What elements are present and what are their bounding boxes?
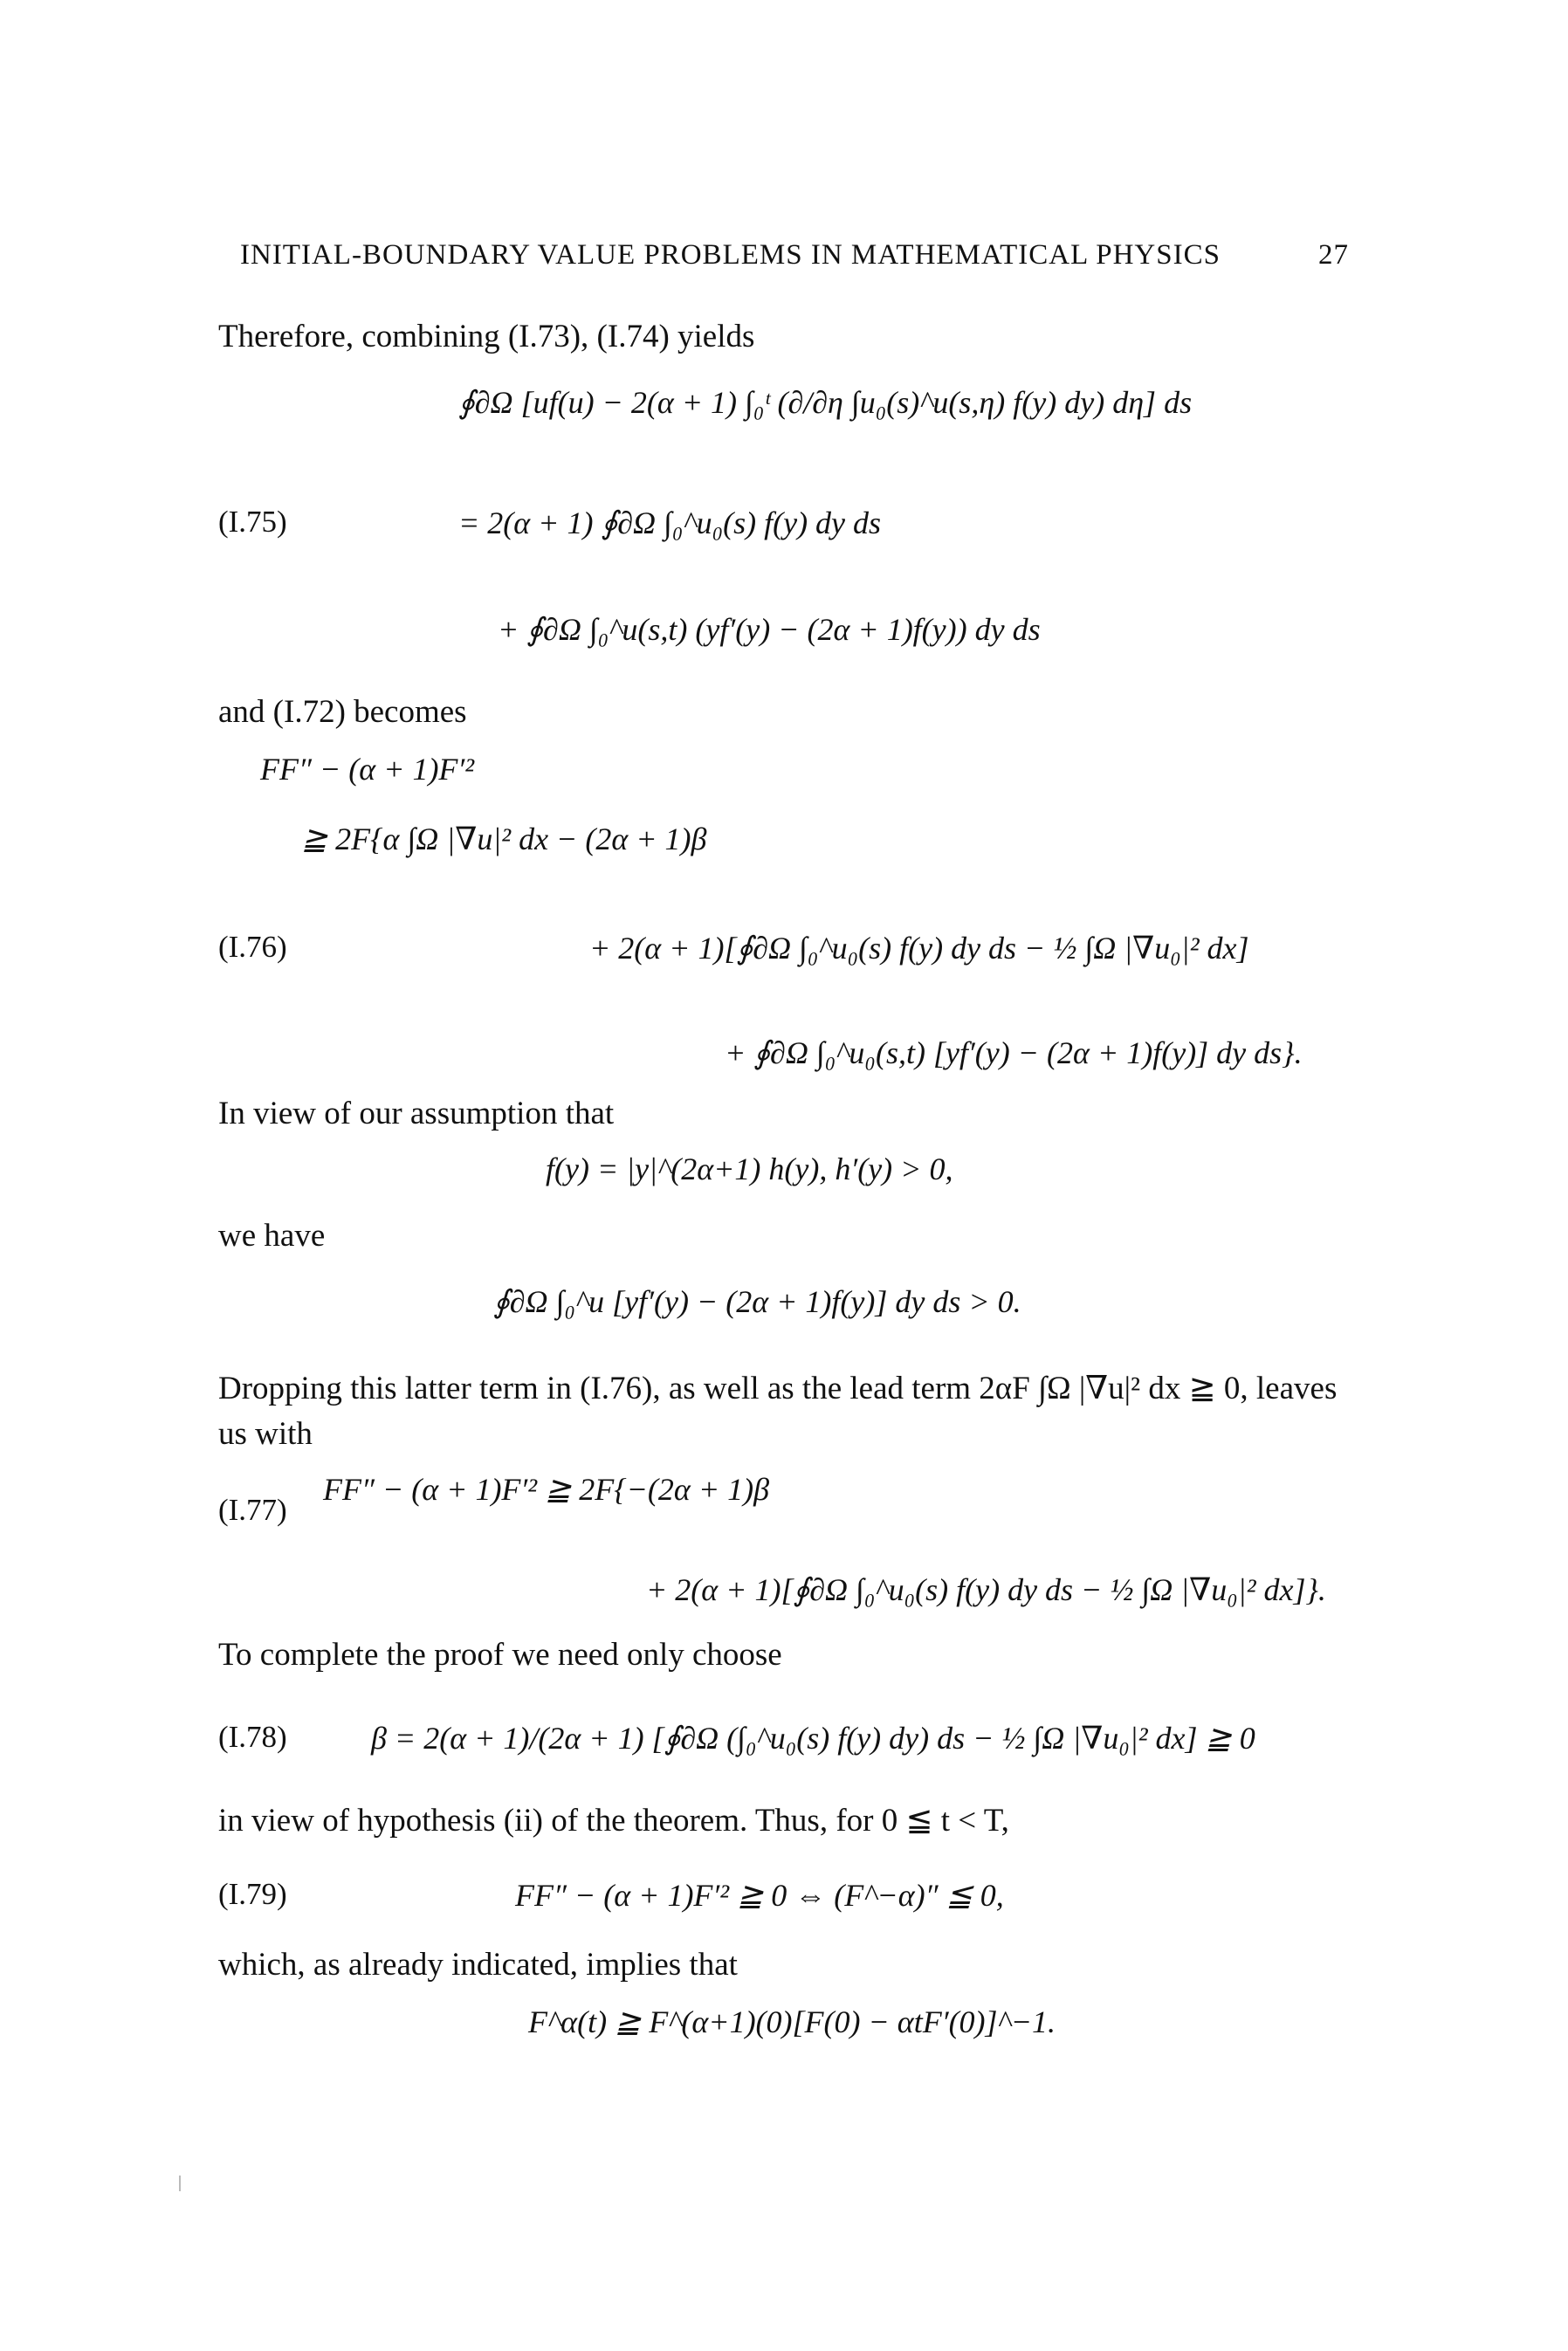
paragraph-6: To complete the proof we need only choose [218, 1637, 782, 1673]
equation-text: = 2(α + 1) ∮∂Ω ∫₀^u₀(s) f(y) dy ds [458, 505, 882, 540]
scan-artifact [179, 2176, 181, 2191]
equation-text: FF″ − (α + 1)F′² ≧ 0 ⇔ (F^−α)″ ≦ 0, [515, 1878, 1004, 1913]
equation-1-79 [515, 1877, 1004, 1914]
paragraph-1: Therefore, combining (I.73), (I.74) yields [218, 319, 755, 354]
header-title: INITIAL-BOUNDARY VALUE PROBLEMS IN MATHEMATICAL PHYSICS [240, 239, 1221, 271]
equation-text: + ∮∂Ω ∫₀^u(s,t) (yf′(y) − (2α + 1)f(y)) dy ds [498, 612, 1041, 647]
equation-1-75-line-2 [458, 505, 881, 541]
equation-label-1-77: (I.77) [218, 1493, 287, 1527]
equation-text: β = 2(α + 1)/(2α + 1) [∮∂Ω (∫₀^u₀(s) f(y) dy) ds − ½ ∫Ω |∇u₀|² dx] ≧ 0 [371, 1721, 1255, 1756]
equation-text: ≧ 2F{α ∫Ω |∇u|² dx − (2α + 1)β [301, 821, 707, 856]
equation-text: ∮∂Ω ∫₀^u [yf′(y) − (2α + 1)f(y)] dy ds > 0. [493, 1284, 1021, 1319]
page-number: 27 [1318, 239, 1349, 271]
equation-text: f(y) = |y|^(2α+1) h(y), h′(y) > 0, [546, 1151, 953, 1186]
equation-1-76-line-2 [301, 821, 706, 857]
equation-1-76-line-4 [725, 1035, 1303, 1071]
equation-text: ∮∂Ω [uf(u) − 2(α + 1) ∫₀ᵗ (∂/∂η ∫u₀(s)^u(s,η) f(y) dy) dη] ds [458, 385, 1193, 420]
equation-label-1-78: (I.78) [218, 1720, 287, 1754]
inequality-equation [493, 1283, 1021, 1320]
equation-label-1-76: (I.76) [218, 930, 287, 964]
paragraph-8: which, as already indicated, implies that [218, 1947, 738, 1983]
equation-text: + 2(α + 1)[∮∂Ω ∫₀^u₀(s) f(y) dy ds − ½ ∫Ω |∇u₀|² dx]}. [646, 1572, 1326, 1607]
equation-1-78 [371, 1720, 1255, 1756]
equation-1-75-line-1 [458, 384, 1192, 421]
paragraph-2: and (I.72) becomes [218, 694, 467, 730]
paragraph-7: in view of hypothesis (ii) of the theorem. Thus, for 0 ≦ t < T, [218, 1803, 1009, 1839]
paragraph-5: Dropping this latter term in (I.76), as well as the lead term 2αF ∫Ω |∇u|² dx ≧ 0, leaves us with [218, 1371, 1338, 1452]
equation-label-1-79: (I.79) [218, 1877, 287, 1911]
equation-1-77-line-1 [323, 1471, 769, 1508]
equation-1-75-line-3 [498, 611, 1041, 648]
paragraph-3: In view of our assumption that [218, 1096, 615, 1131]
equation-label-1-75: (I.75) [218, 505, 287, 539]
final-equation [528, 2004, 1056, 2040]
assumption-equation [546, 1151, 952, 1187]
equation-1-76-line-3 [589, 930, 1248, 966]
equation-1-76-line-1 [260, 751, 474, 787]
equation-text: + ∮∂Ω ∫₀^u₀(s,t) [yf′(y) − (2α + 1)f(y)] dy ds}. [725, 1035, 1303, 1070]
equation-text: + 2(α + 1)[∮∂Ω ∫₀^u₀(s) f(y) dy ds − ½ ∫Ω |∇u₀|² dx] [589, 931, 1249, 966]
equation-text: F^α(t) ≧ F^(α+1)(0)[F(0) − αtF′(0)]^−1. [528, 2004, 1056, 2039]
equation-1-77-line-2 [646, 1571, 1326, 1608]
equation-text: FF″ − (α + 1)F′² ≧ 2F{−(2α + 1)β [323, 1472, 770, 1507]
equation-text: FF″ − (α + 1)F′² [260, 752, 475, 787]
paragraph-4: we have [218, 1218, 326, 1254]
